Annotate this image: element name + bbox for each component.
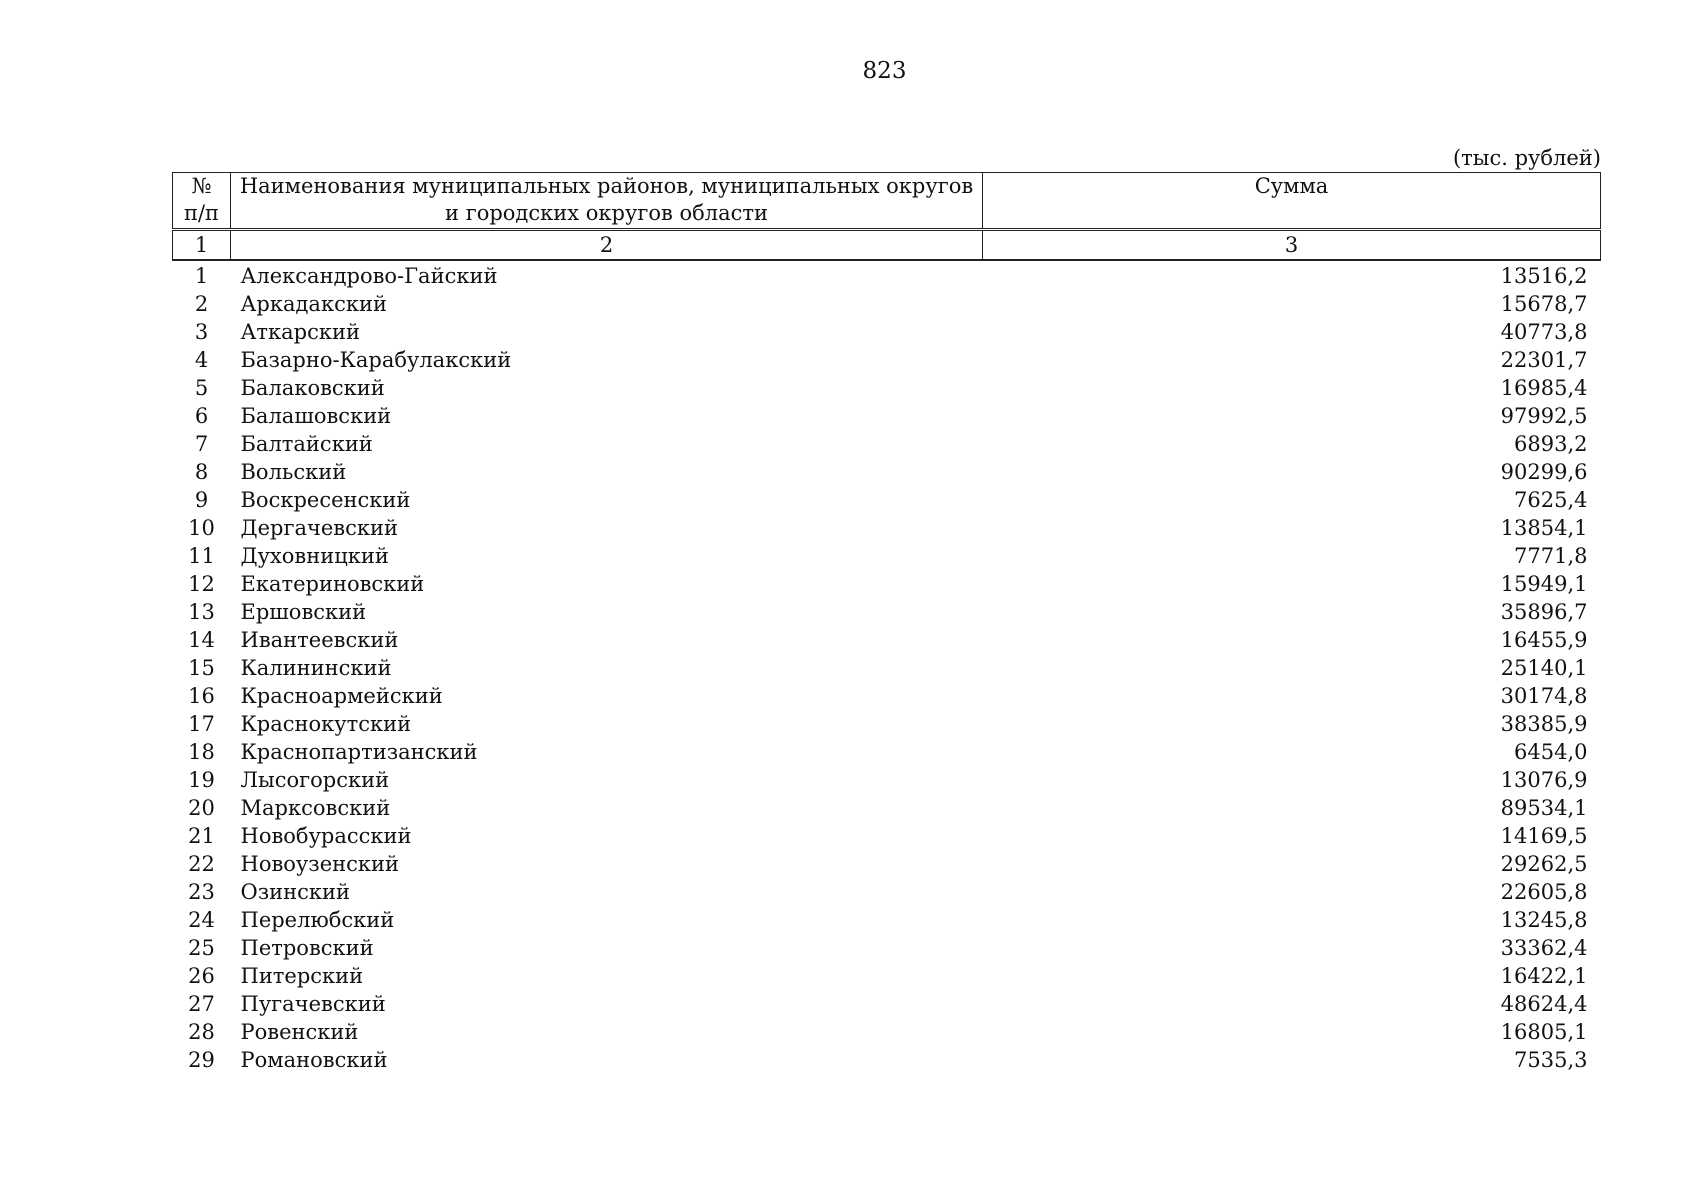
row-district-name: Перелюбский <box>240 908 395 932</box>
table-row <box>173 710 1601 738</box>
table-row <box>173 486 1601 514</box>
table-row <box>173 738 1601 766</box>
row-district-name: Новобурасский <box>240 824 412 848</box>
row-district-name: Базарно-Карабулакский <box>240 348 512 372</box>
row-sum: 13854,1 <box>1500 516 1588 540</box>
row-number: 12 <box>188 572 215 596</box>
table-row <box>173 934 1601 962</box>
table-row <box>173 1046 1601 1074</box>
row-district-name: Озинский <box>240 880 351 904</box>
row-number: 17 <box>188 712 215 736</box>
row-sum: 40773,8 <box>1500 320 1588 344</box>
row-sum: 48624,4 <box>1500 992 1588 1016</box>
table-row <box>173 458 1601 486</box>
row-number: 28 <box>188 1020 215 1044</box>
table-row <box>173 374 1601 402</box>
units-label: (тыс. рублей) <box>1452 146 1601 170</box>
row-sum: 29262,5 <box>1500 852 1588 876</box>
table-row <box>173 654 1601 682</box>
row-number: 8 <box>194 460 209 484</box>
row-number: 10 <box>188 516 215 540</box>
table-row <box>173 260 1601 290</box>
row-district-name: Екатериновский <box>240 572 425 596</box>
row-number: 29 <box>188 1048 215 1072</box>
table-row <box>173 430 1601 458</box>
row-district-name: Краснопартизанский <box>240 740 478 764</box>
row-sum: 7771,8 <box>1514 544 1588 568</box>
table-row <box>173 794 1601 822</box>
row-district-name: Аркадакский <box>240 292 387 316</box>
row-district-name: Вольский <box>240 460 347 484</box>
row-number: 25 <box>188 936 215 960</box>
row-district-name: Аткарский <box>240 320 360 344</box>
row-sum: 15678,7 <box>1500 292 1588 316</box>
row-sum: 7535,3 <box>1514 1048 1588 1072</box>
row-sum: 33362,4 <box>1500 936 1588 960</box>
row-sum: 25140,1 <box>1500 656 1588 680</box>
row-sum: 7625,4 <box>1514 488 1588 512</box>
table-row <box>173 570 1601 598</box>
table-row <box>173 626 1601 654</box>
row-district-name: Краснокутский <box>240 712 412 736</box>
row-district-name: Духовницкий <box>240 544 389 568</box>
table-row <box>173 878 1601 906</box>
header-sum: Сумма <box>983 173 1601 230</box>
row-number: 9 <box>194 488 209 512</box>
header-name-line2: и городских округов области <box>445 201 768 225</box>
row-number: 13 <box>188 600 215 624</box>
table-row <box>173 906 1601 934</box>
header-number-line2: п/п <box>183 201 220 225</box>
row-district-name: Питерский <box>240 964 364 988</box>
row-number: 14 <box>188 628 215 652</box>
table-row <box>173 1018 1601 1046</box>
row-sum: 6893,2 <box>1514 432 1588 456</box>
header-name-line1: Наименования муниципальных районов, муниципальных округов <box>239 174 974 198</box>
row-district-name: Балтайский <box>240 432 373 456</box>
row-number: 16 <box>188 684 215 708</box>
row-district-name: Петровский <box>240 936 374 960</box>
row-sum: 14169,5 <box>1500 824 1588 848</box>
row-sum: 89534,1 <box>1500 796 1588 820</box>
row-district-name: Красноармейский <box>240 684 443 708</box>
column-number-2: 2 <box>231 230 983 261</box>
table-row <box>173 514 1601 542</box>
table-row <box>173 850 1601 878</box>
row-sum: 35896,7 <box>1500 600 1588 624</box>
row-district-name: Романовский <box>240 1048 388 1072</box>
table-row <box>173 402 1601 430</box>
row-district-name: Марксовский <box>240 796 391 820</box>
row-number: 15 <box>188 656 215 680</box>
row-sum: 38385,9 <box>1500 712 1588 736</box>
row-number: 21 <box>188 824 215 848</box>
row-number: 24 <box>188 908 215 932</box>
row-number: 20 <box>188 796 215 820</box>
row-number: 3 <box>194 320 209 344</box>
table-row <box>173 682 1601 710</box>
row-number: 6 <box>194 404 209 428</box>
row-district-name: Балаковский <box>240 376 385 400</box>
table-row <box>173 290 1601 318</box>
table-header <box>173 173 1601 261</box>
header-row <box>173 173 1601 230</box>
row-district-name: Александрово-Гайский <box>240 264 498 288</box>
row-number: 22 <box>188 852 215 876</box>
page-number: 823 <box>862 58 907 84</box>
table-row <box>173 962 1601 990</box>
header-name <box>231 173 983 230</box>
row-district-name: Лысогорский <box>240 768 390 792</box>
row-district-name: Калининский <box>240 656 392 680</box>
row-sum: 16985,4 <box>1500 376 1588 400</box>
row-district-name: Пугачевский <box>240 992 386 1016</box>
header-number <box>173 173 231 230</box>
row-sum: 6454,0 <box>1514 740 1588 764</box>
row-district-name: Балашовский <box>240 404 392 428</box>
row-district-name: Ершовский <box>240 600 367 624</box>
table-row <box>173 346 1601 374</box>
table-body <box>173 260 1601 1074</box>
column-number-row <box>173 230 1601 261</box>
row-number: 27 <box>188 992 215 1016</box>
row-number: 2 <box>194 292 209 316</box>
row-sum: 22605,8 <box>1500 880 1588 904</box>
row-sum: 97992,5 <box>1500 404 1588 428</box>
row-district-name: Воскресенский <box>240 488 411 512</box>
row-sum: 90299,6 <box>1500 460 1588 484</box>
row-sum: 16805,1 <box>1500 1020 1588 1044</box>
row-number: 19 <box>188 768 215 792</box>
row-sum: 15949,1 <box>1500 572 1588 596</box>
row-sum: 16455,9 <box>1500 628 1588 652</box>
header-number-line1: № <box>191 174 212 198</box>
allocation-table <box>172 172 1601 1074</box>
table-row <box>173 542 1601 570</box>
row-number: 5 <box>194 376 209 400</box>
column-number-3: 3 <box>983 230 1601 261</box>
table-row <box>173 766 1601 794</box>
row-number: 11 <box>188 544 215 568</box>
row-district-name: Новоузенский <box>240 852 400 876</box>
table-row <box>173 822 1601 850</box>
row-number: 1 <box>194 264 209 288</box>
row-sum: 22301,7 <box>1500 348 1588 372</box>
column-number-1: 1 <box>173 230 231 261</box>
table-row <box>173 598 1601 626</box>
row-sum: 13076,9 <box>1500 768 1588 792</box>
table-row <box>173 318 1601 346</box>
row-district-name: Ивантеевский <box>240 628 399 652</box>
row-number: 4 <box>194 348 209 372</box>
row-district-name: Ровенский <box>240 1020 359 1044</box>
row-number: 7 <box>194 432 209 456</box>
row-sum: 16422,1 <box>1500 964 1588 988</box>
row-number: 23 <box>188 880 215 904</box>
row-sum: 30174,8 <box>1500 684 1588 708</box>
table-row <box>173 990 1601 1018</box>
row-sum: 13245,8 <box>1500 908 1588 932</box>
allocation-table-container <box>172 172 1600 1074</box>
row-district-name: Дергачевский <box>240 516 398 540</box>
row-number: 18 <box>188 740 215 764</box>
row-number: 26 <box>188 964 215 988</box>
row-sum: 13516,2 <box>1500 264 1588 288</box>
